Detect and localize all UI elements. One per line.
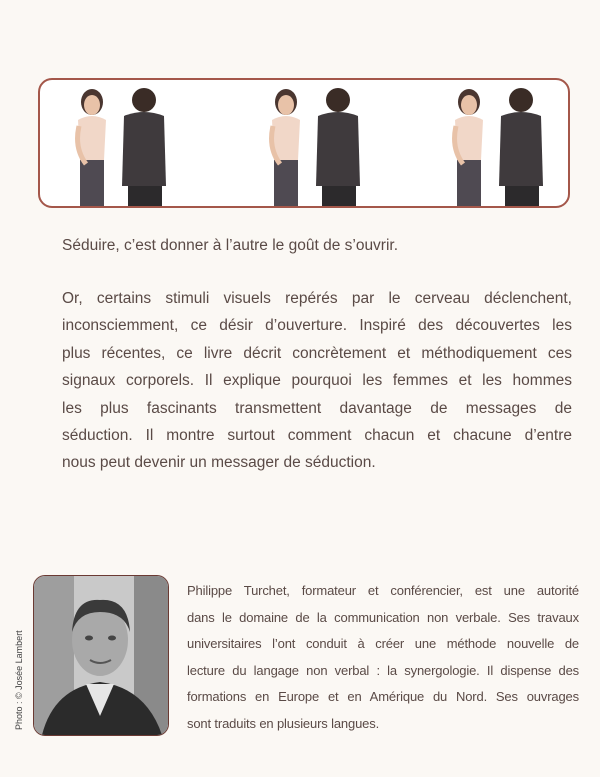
photo-credit: Photo : © Josée Lambert	[14, 630, 24, 730]
couple-figure-1	[58, 86, 178, 208]
author-bio	[187, 578, 579, 737]
illustration-strip	[38, 78, 570, 208]
tagline: Séduire, c’est donner à l’autre le goût de s’ouvrir.	[62, 237, 399, 254]
bio-line: sont traduits en plusieurs langues.	[187, 715, 380, 731]
couple-figure-3	[435, 86, 555, 208]
bio-line: Philippe Turchet, formateur et conférencier, est une autorité	[187, 583, 579, 598]
description-line: plus récentes, ce livre décrit concrètement et méthodiquement ces	[62, 344, 572, 362]
bio-line: formations en Europe et en Amérique du Nord. Ses ouvrages	[187, 689, 579, 704]
bio-line: dans le domaine de la communication non verbale. Ses travaux	[187, 609, 579, 625]
description-line: séduction. Il montre surtout comment chacun et chacune d’entre	[62, 427, 572, 445]
description-line: inconsciemment, ce désir d’ouverture. Inspiré des découvertes les	[62, 317, 572, 335]
author-photo	[33, 575, 169, 736]
description-line: signaux corporels. Il explique pourquoi les femmes et les hommes	[62, 372, 572, 390]
description-line: nous peut devenir un messager de séduction.	[62, 454, 376, 472]
bio-line: universitaires l’ont conduit à créer une méthode nouvelle de	[187, 636, 579, 651]
bio-line: lecture du langage non verbal : la synergologie. Il dispense des	[187, 662, 579, 678]
description-line: Or, certains stimuli visuels repérés par le cerveau déclenchent,	[62, 290, 572, 307]
couple-figure-2	[252, 86, 372, 208]
description-text	[62, 285, 572, 477]
description-line: les plus fascinants transmettent davantage de messages de	[62, 399, 572, 417]
